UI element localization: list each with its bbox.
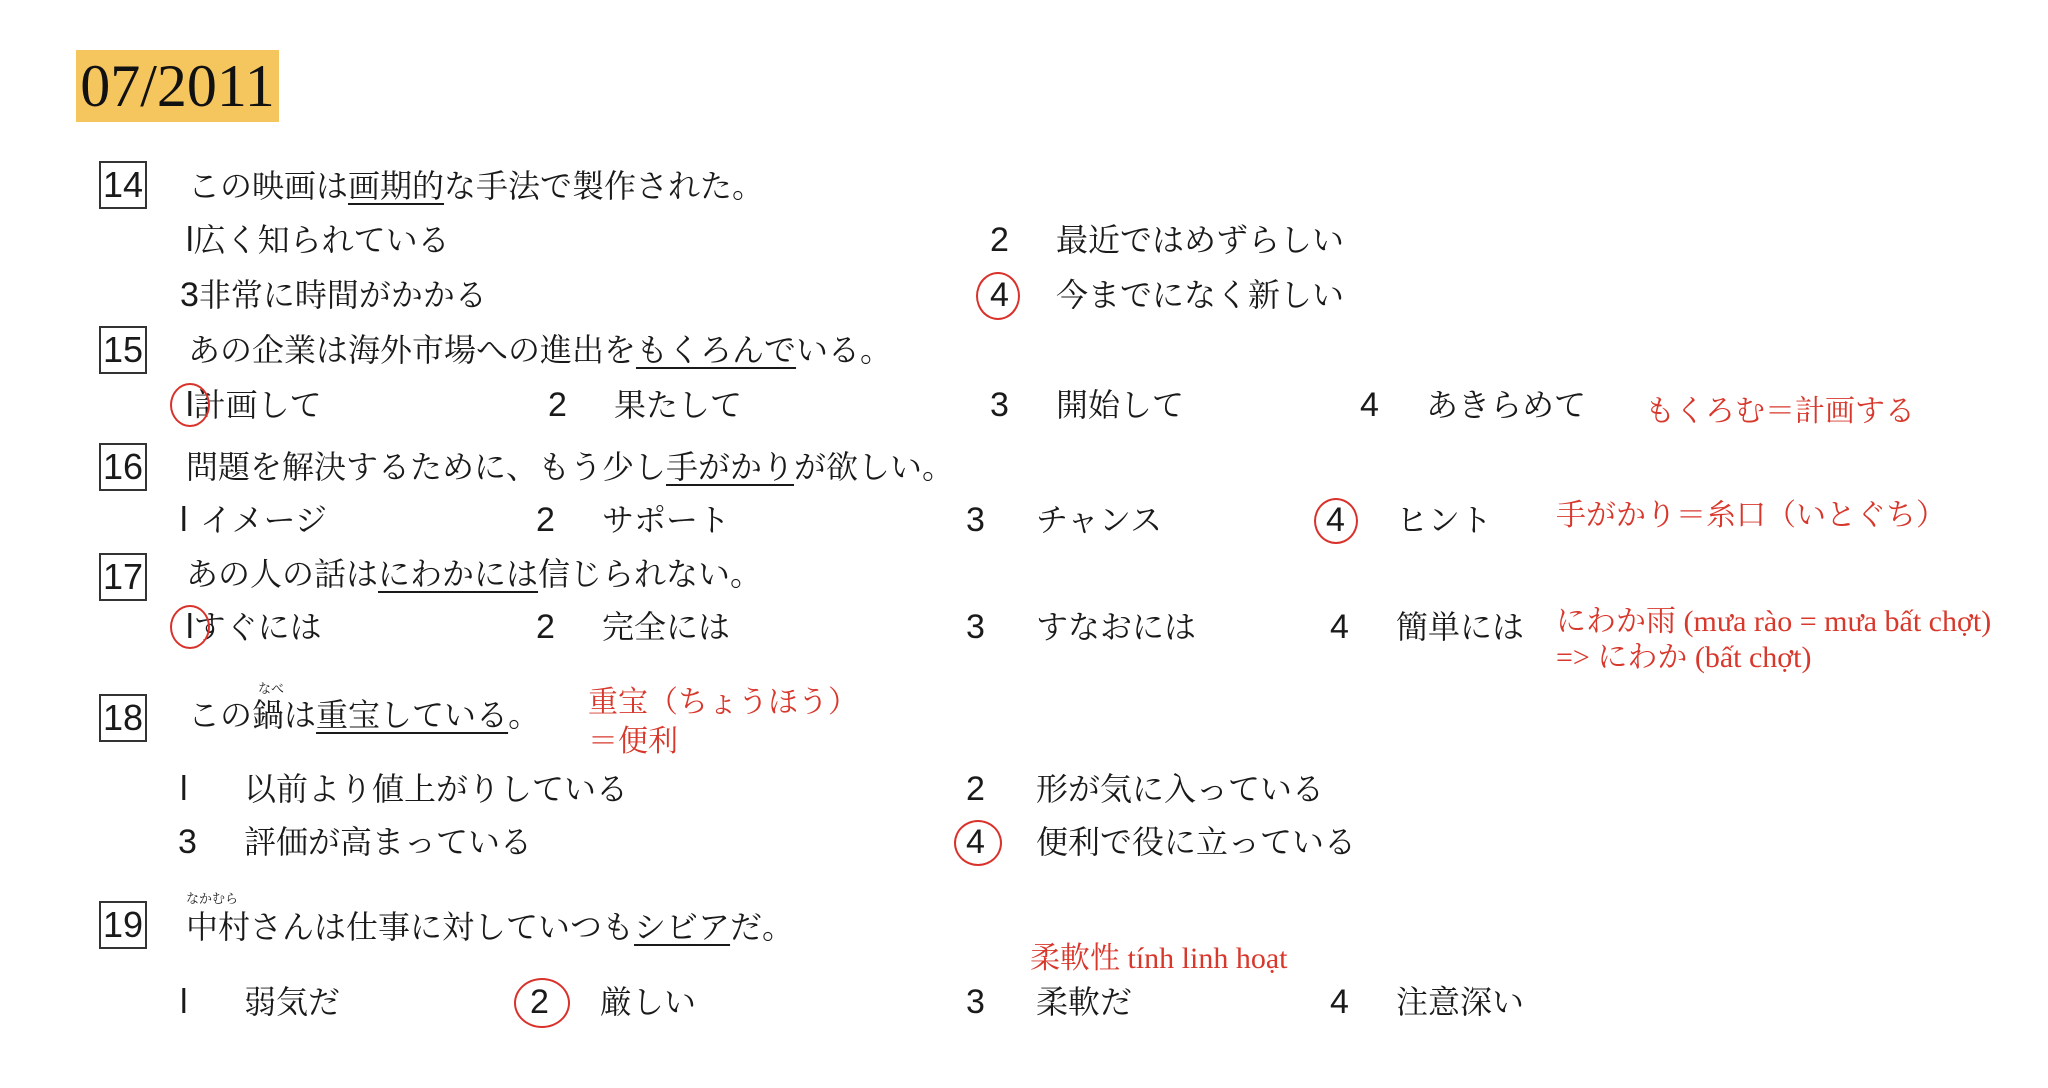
date-badge: 07/2011 [76, 50, 279, 122]
annotation-16: 手がかり＝糸口（いとぐち） [1556, 499, 1946, 532]
option-17-1[interactable]: lすぐには [186, 608, 322, 646]
annotation-17-line-1: にわか雨 (mưa rào = mưa bất chợt) [1556, 605, 1992, 638]
answer-circle-14 [976, 272, 1020, 320]
option-14-3[interactable]: 3非常に時間がかかる [180, 276, 487, 314]
question-number-15: 15 [99, 326, 147, 374]
stem-underlined-word: もくろんで [636, 331, 797, 369]
option-14-4[interactable]: 4 今までになく新しい [990, 276, 1345, 314]
option-14-2[interactable]: 2 最近ではめずらしい [990, 221, 1345, 259]
question-stem-18: この鍋は重宝している。 [188, 696, 541, 734]
option-19-4[interactable]: 4 注意深い [1330, 983, 1525, 1021]
answer-circle-15 [170, 383, 210, 427]
stem-underlined-word: 重宝している [316, 696, 509, 734]
stem-text: な手法で製作された。 [444, 167, 765, 205]
option-15-2[interactable]: 2 果たして [548, 386, 743, 424]
option-16-2[interactable]: 2 サポート [536, 501, 731, 539]
question-number-16: 16 [99, 443, 147, 491]
question-number-14: 14 [99, 161, 147, 209]
option-19-2[interactable]: 2 厳しい [530, 983, 697, 1021]
option-18-1[interactable]: l 以前より値上がりしている [180, 770, 629, 808]
annotation-18-line-1: 重宝（ちょうほう） [588, 686, 858, 719]
stem-underlined-word: 画期的 [348, 167, 445, 205]
answer-circle-17 [170, 605, 210, 649]
option-17-3[interactable]: 3 すなおには [966, 608, 1197, 646]
question-number-17: 17 [99, 553, 147, 601]
option-19-3[interactable]: 3 柔軟だ [966, 983, 1133, 1021]
question-stem-15: あの企業は海外市場への進出をもくろんでいる。 [188, 331, 893, 369]
annotation-19: 柔軟性 tính linh hoạt [1030, 942, 1288, 975]
option-15-1[interactable]: l計画して [186, 386, 322, 424]
option-15-3[interactable]: 3 開始して [990, 386, 1185, 424]
question-stem-14 [188, 166, 764, 206]
stem-underlined-word: にわかには [378, 555, 539, 593]
option-16-4[interactable]: 4 ヒント [1326, 501, 1493, 539]
option-18-2[interactable]: 2 形が気に入っている [966, 770, 1325, 808]
question-stem-16: 問題を解決するために、もう少し手がかりが欲しい。 [186, 448, 955, 486]
option-19-1[interactable]: l 弱気だ [180, 983, 341, 1021]
question-number-19: 19 [99, 901, 147, 949]
stem-underlined-word: シビア [634, 908, 731, 946]
stem-text: この映画は [188, 167, 349, 205]
answer-circle-19 [514, 978, 570, 1028]
annotation-15: もくろむ＝計画する [1645, 395, 1915, 428]
furigana-nabe: なべ [258, 682, 285, 697]
question-stem-19: 中村さんは仕事に対していつもシビアだ。 [186, 908, 795, 946]
stem-underlined-word: 手がかり [666, 448, 795, 486]
question-stem-17: あの人の話はにわかには信じられない。 [186, 555, 763, 593]
option-16-1[interactable]: l イメージ [180, 501, 328, 539]
answer-circle-16 [1314, 498, 1358, 544]
option-18-4[interactable]: 4 便利で役に立っている [966, 823, 1357, 861]
option-15-4[interactable]: 4 あきらめて [1360, 386, 1587, 424]
option-16-3[interactable]: 3 チャンス [966, 501, 1163, 539]
option-18-3[interactable]: 3 評価が高まっている [178, 823, 533, 861]
annotation-17-line-2: => にわか (bất chợt) [1556, 641, 1812, 674]
question-number-18: 18 [99, 694, 147, 742]
answer-circle-18 [954, 820, 1002, 866]
option-17-4[interactable]: 4 簡単には [1330, 608, 1525, 646]
furigana-nakamura: なかむら [186, 892, 239, 907]
option-17-2[interactable]: 2 完全には [536, 608, 731, 646]
annotation-18-line-2: ＝便利 [588, 725, 678, 758]
option-14-1[interactable]: l広く知られている [186, 221, 450, 259]
